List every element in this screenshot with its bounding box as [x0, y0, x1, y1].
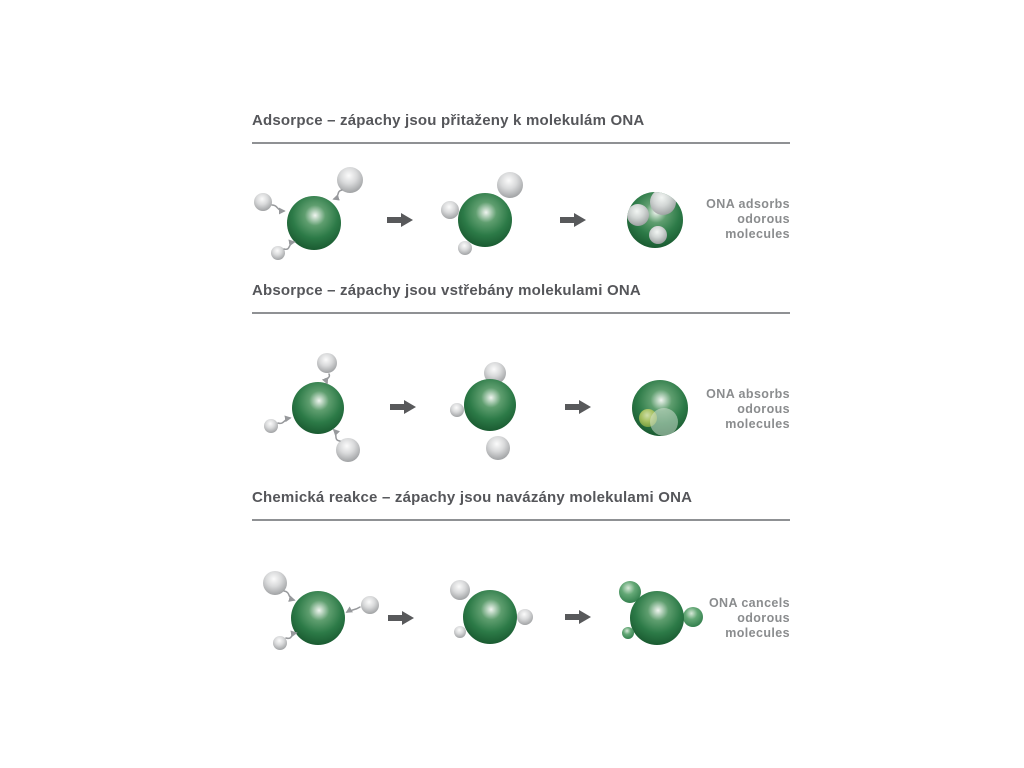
stage-molecules-attached	[450, 362, 516, 460]
odor-molecule-sphere	[337, 167, 363, 193]
attraction-arrow-icon	[272, 205, 284, 211]
stage-molecules-attached	[450, 580, 533, 644]
attraction-arrow-icon	[347, 607, 360, 612]
right-arrow-icon	[565, 610, 591, 624]
figure-caption	[680, 197, 790, 242]
stage-molecules-free	[254, 167, 363, 260]
stage-molecules-attached	[441, 172, 523, 255]
attraction-arrow-icon	[334, 190, 342, 199]
stage-molecules-free	[263, 571, 379, 650]
absorbed-molecules	[639, 408, 678, 436]
right-arrow-icon	[388, 611, 414, 625]
section-divider	[252, 312, 790, 314]
odor-molecule-sphere	[441, 201, 459, 219]
odor-molecule-sphere	[264, 419, 278, 433]
absorption-diagram	[252, 340, 712, 475]
odor-molecule-sphere	[458, 241, 472, 255]
odor-molecule-sphere	[450, 580, 470, 600]
odor-molecule-sphere	[649, 226, 667, 244]
figure-caption	[680, 596, 790, 641]
ona-molecule-sphere	[464, 379, 516, 431]
attraction-arrow-icon	[278, 418, 290, 423]
section-title: Chemická reakce – zápachy jsou navázány molekulami ONA	[252, 489, 693, 506]
caption-line: molecules	[725, 626, 790, 640]
odor-molecule-sphere	[450, 403, 464, 417]
ona-molecule-sphere	[292, 382, 344, 434]
odor-molecule-sphere	[650, 189, 676, 215]
ona-molecule-sphere	[630, 591, 684, 645]
odor-molecule-sphere	[517, 609, 533, 625]
odor-molecule-sphere	[454, 626, 466, 638]
ona-molecule-sphere	[291, 591, 345, 645]
odor-molecule-sphere	[317, 353, 337, 373]
section-title: Absorpce – zápachy jsou vstřebány molekulami ONA	[252, 282, 641, 299]
caption-line: ONA adsorbs	[706, 197, 790, 211]
attraction-arrow-icon	[327, 374, 330, 383]
ona-molecule-sphere	[463, 590, 517, 644]
section-divider	[252, 142, 790, 144]
caption-line: molecules	[725, 227, 790, 241]
ona-molecule-sphere	[287, 196, 341, 250]
caption-line: odorous	[737, 212, 790, 226]
section-chemical-reaction	[252, 488, 790, 680]
section-title: Adsorpce – zápachy jsou přitaženy k molekulám ONA	[252, 112, 645, 129]
caption-line: ONA absorbs	[706, 387, 790, 401]
caption-line: molecules	[725, 417, 790, 431]
caption-line: odorous	[737, 402, 790, 416]
attraction-arrow-icon	[284, 591, 294, 600]
section-divider	[252, 519, 790, 521]
stage-molecules-adsorbed	[627, 189, 683, 248]
right-arrow-icon	[390, 400, 416, 414]
odor-molecule-sphere	[254, 193, 272, 211]
figure-caption	[680, 387, 790, 432]
section-adsorption	[252, 111, 790, 281]
odor-molecule-sphere	[271, 246, 285, 260]
right-arrow-icon	[565, 400, 591, 414]
adsorption-diagram	[252, 160, 712, 280]
right-arrow-icon	[560, 213, 586, 227]
odor-molecule-sphere	[486, 436, 510, 460]
caption-line: ONA cancels	[708, 596, 790, 610]
right-arrow-icon	[387, 213, 413, 227]
odor-molecule-sphere	[650, 408, 678, 436]
section-absorption	[252, 281, 790, 488]
attraction-arrow-icon	[286, 633, 296, 638]
odor-molecule-sphere	[627, 204, 649, 226]
attraction-arrow-icon	[284, 242, 294, 249]
ona-molecule-sphere	[458, 193, 512, 247]
attraction-arrow-icon	[334, 430, 340, 441]
chemical-reaction-diagram	[252, 560, 712, 680]
odor-molecule-sphere	[497, 172, 523, 198]
neutralized-molecule-sphere	[622, 627, 634, 639]
caption-line: odorous	[737, 611, 790, 625]
stage-molecules-free	[264, 353, 360, 462]
odor-molecule-sphere	[273, 636, 287, 650]
odor-molecule-sphere	[361, 596, 379, 614]
